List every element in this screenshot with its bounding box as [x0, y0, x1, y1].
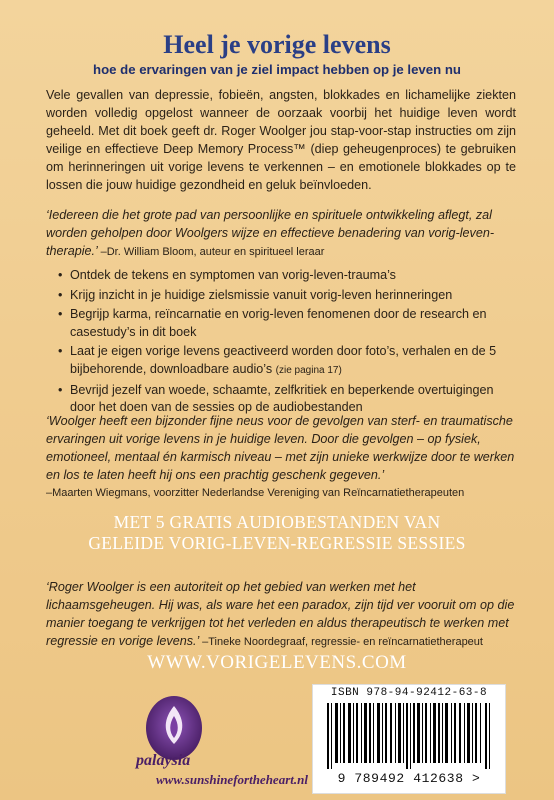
- quote-text: ‘Woolger heeft een bijzonder fijne neus voor de gevolgen van sterf- en traumatische ervaringen uit vorige levens in je huidige leven. Door die gevolgen – op fysiek, emotioneel, mentaal én karmisch niveau – met zijn unieke werkwijze door te werken en los te laten heeft hij ons een prachtig geschenk gegeven.’: [46, 414, 515, 482]
- isbn-barcode: [312, 684, 506, 794]
- audio-promo: [0, 512, 554, 554]
- quote-text: ‘Roger Woolger is een autoriteit op het gebied van werken met het lichaamsgeheugen. Hij was, als ware het een paradox, zijn tijd ver vooruit om op die manier toegang te verkrijgen tot het verleden en aldus therapeutisch te werken met regressie en vorige levens.’: [46, 580, 515, 648]
- publisher-url[interactable]: www.sunshinefortheheart.nl: [156, 772, 308, 787]
- quote-wiegmans: [46, 412, 516, 502]
- barcode-bars: [325, 703, 495, 769]
- list-item-note: (zie pagina 17): [275, 364, 342, 376]
- list-item-text: Ontdek de tekens en symptomen van vorig-leven-trauma’s: [70, 268, 396, 282]
- quote-bloom: [46, 206, 516, 261]
- list-item-text: Laat je eigen vorige levens geactiveerd worden door foto’s, verhalen en de 5 bijbehorende, downloadbare audio’s: [70, 344, 497, 376]
- list-item: [58, 267, 518, 285]
- book-subtitle: hoe de ervaringen van je ziel impact hebben op je leven nu: [93, 62, 461, 77]
- benefits-list: [58, 267, 518, 419]
- barcode-number: 9 789492 412638 >: [337, 771, 481, 786]
- quote-attribution: –Maarten Wiegmans, voorzitter Nederlandse Vereniging van Reïncarnatietherapeuten: [46, 487, 465, 499]
- list-item: [58, 287, 518, 305]
- quote-noordegraaf: [46, 578, 516, 651]
- quote-attribution: –Tineke Noordegraaf, regressie- en reïncarnatietherapeut: [202, 636, 483, 648]
- list-item: [58, 306, 518, 341]
- quote-attribution: –Dr. William Bloom, auteur en spiritueel leraar: [100, 246, 325, 258]
- website-link[interactable]: WWW.VORIGELEVENS.COM: [147, 652, 407, 673]
- quote-text: ‘Iedereen die het grote pad van persoonlijke en spirituele ontwikkeling aflegt, zal worden geholpen door Woolgers wijze en effectieve benadering van vorig-leven-therapie.’: [46, 208, 495, 258]
- publisher-name: palaysia: [136, 752, 191, 769]
- isbn-text: ISBN 978-94-92412-63-8: [330, 687, 488, 699]
- book-title: Heel je vorige levens: [163, 30, 391, 59]
- promo-line: MET 5 GRATIS AUDIOBESTANDEN VAN: [113, 512, 441, 532]
- list-item: [58, 343, 518, 379]
- intro-paragraph: Vele gevallen van depressie, fobieën, angsten, blokkades en lichamelijke ziekten worden volledig opgelost wanneer de oorzaak voorbij het huidige leven wordt geheeld. Met dit boek geeft dr. Roger Woolger jou stap-voor-stap instructies om zijn veilige en effectieve Deep Memory Process™ (diep geheugenproces) te gebruiken om herinneringen uit vorige levens te verkennen – en emotionele blokkades op te lossen die jouw huidige gezondheid en geluk beïnvloeden.: [46, 88, 516, 192]
- promo-line: GELEIDE VORIG-LEVEN-REGRESSIE SESSIES: [88, 533, 466, 553]
- list-item-text: Bevrijd jezelf van woede, schaamte, zelfkritiek en beperkende overtuigingen door het doen van de sessies op de audiobestanden: [70, 382, 494, 415]
- list-item-text: Begrijp karma, reïncarnatie en vorig-leven fenomenen door de research en casestudy’s in dit boek: [70, 307, 487, 339]
- list-item-text: Krijg inzicht in je huidige zielsmissie vanuit vorig-leven herinneringen: [70, 287, 453, 302]
